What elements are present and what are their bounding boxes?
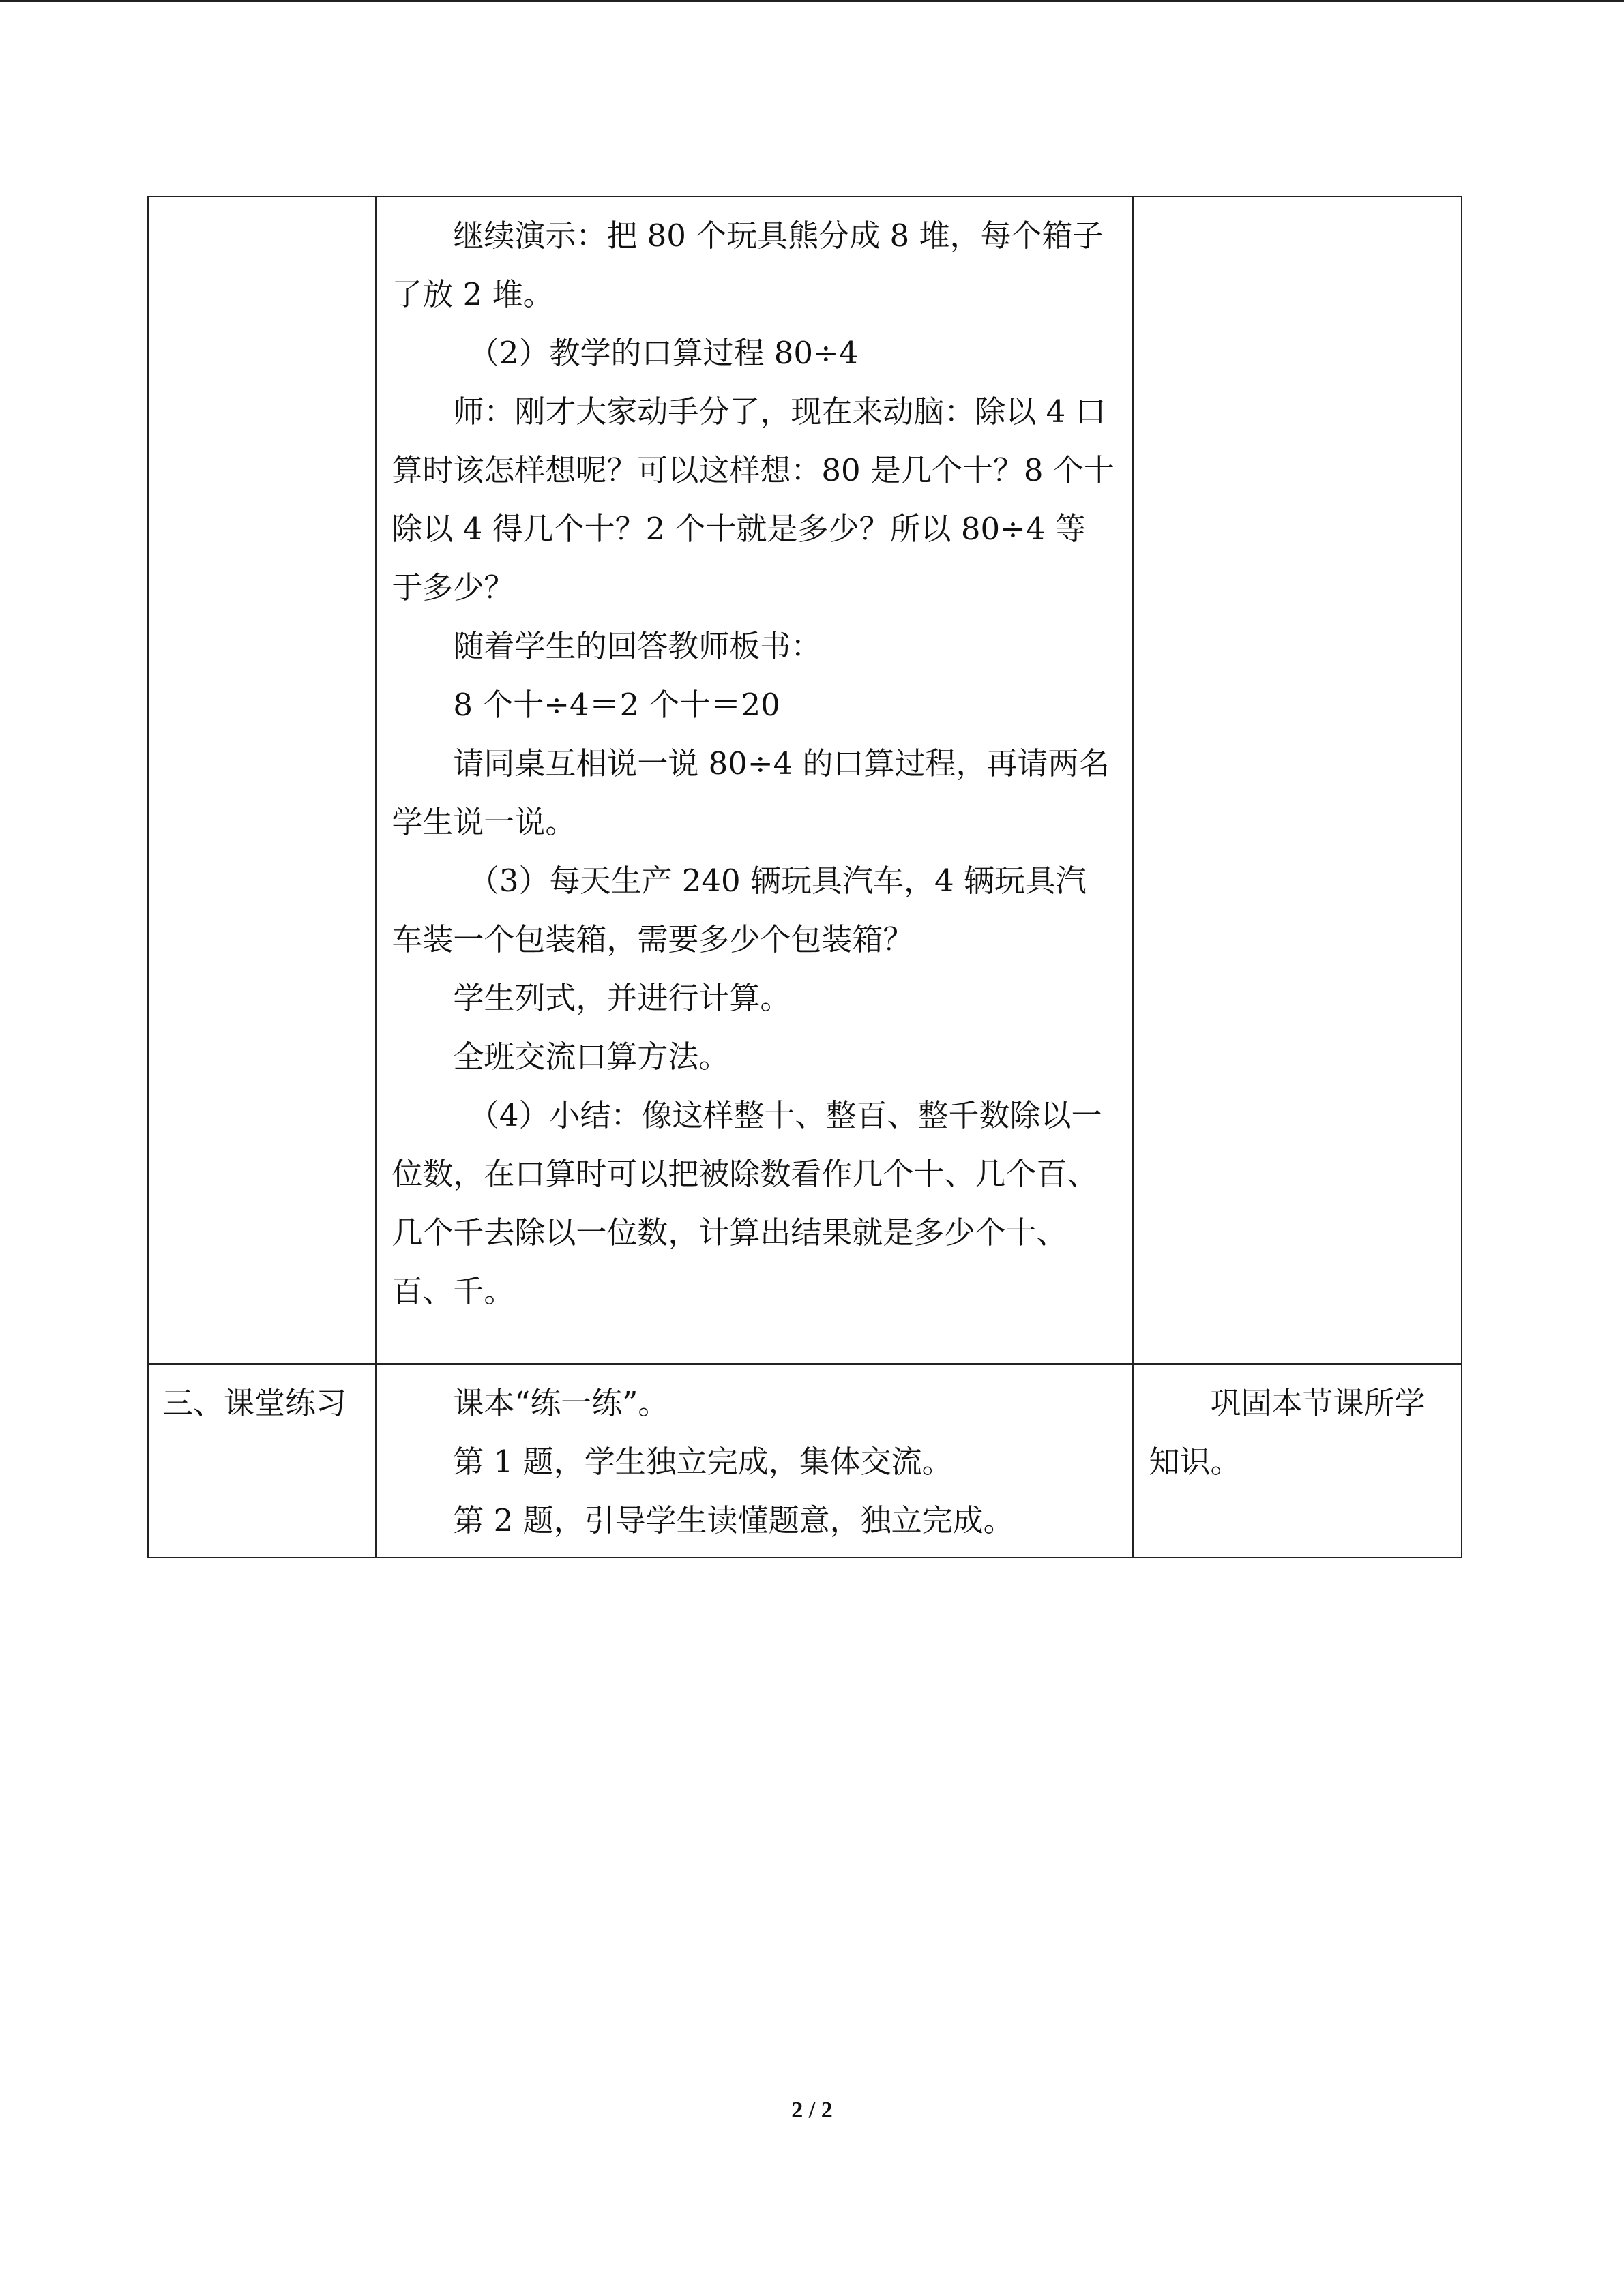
process-paragraph: （4）小结：像这样整十、整百、整千数除以一位数，在口算时可以把被除数看作几个十、几个百、几个千去除以一位数，计算出结果就是多少个十、百、千。 (392, 1097, 1102, 1309)
page-top-border (0, 0, 1624, 2)
process-paragraph: 随着学生的回答教师板书： (453, 628, 822, 664)
process-paragraph: 请同桌互相说一说 80÷4 的口算过程，再请两名学生说一说。 (392, 745, 1110, 840)
process-paragraph: 全班交流口算方法。 (453, 1039, 730, 1075)
lesson-plan-table (147, 196, 1462, 1558)
process-paragraph: （3）每天生产 240 辆玩具汽车，4 辆玩具汽车装一个包装箱，需要多少个包装箱？ (392, 863, 1087, 957)
page-number: 2 / 2 (791, 2098, 833, 2123)
process-paragraph: 学生列式，并进行计算。 (453, 980, 791, 1016)
table-row (148, 196, 1462, 1364)
process-cell (376, 1364, 1133, 1557)
intent-cell (1133, 196, 1462, 1364)
process-paragraph: （2）教学的口算过程 80÷4 (468, 335, 859, 371)
stage-label (149, 197, 375, 207)
stage-cell (148, 196, 376, 1364)
process-paragraph: 第 2 题，引导学生读懂题意，独立完成。 (453, 1502, 1014, 1538)
stage-label: 三、课堂练习 (162, 1385, 347, 1421)
table-row (148, 1364, 1462, 1557)
process-paragraph: 第 1 题，学生独立完成，集体交流。 (453, 1444, 953, 1480)
process-paragraph: 课本“练一练”。 (453, 1385, 669, 1421)
intent-cell (1133, 1364, 1462, 1557)
process-paragraph: 8 个十÷4＝2 个十＝20 (453, 687, 780, 723)
process-paragraph: 师：刚才大家动手分了，现在来动脑：除以 4 口算时该怎样想呢？可以这样想：80 是几个十？8 个十除以 4 得几个十？2 个十就是多少？所以 80÷4 等于多少？ (392, 393, 1114, 606)
intent-paragraph: 巩固本节课所学知识。 (1149, 1385, 1426, 1480)
process-cell (376, 196, 1133, 1364)
stage-cell (148, 1364, 376, 1557)
process-paragraph: 继续演示：把 80 个玩具熊分成 8 堆，每个箱子了放 2 堆。 (392, 218, 1104, 312)
